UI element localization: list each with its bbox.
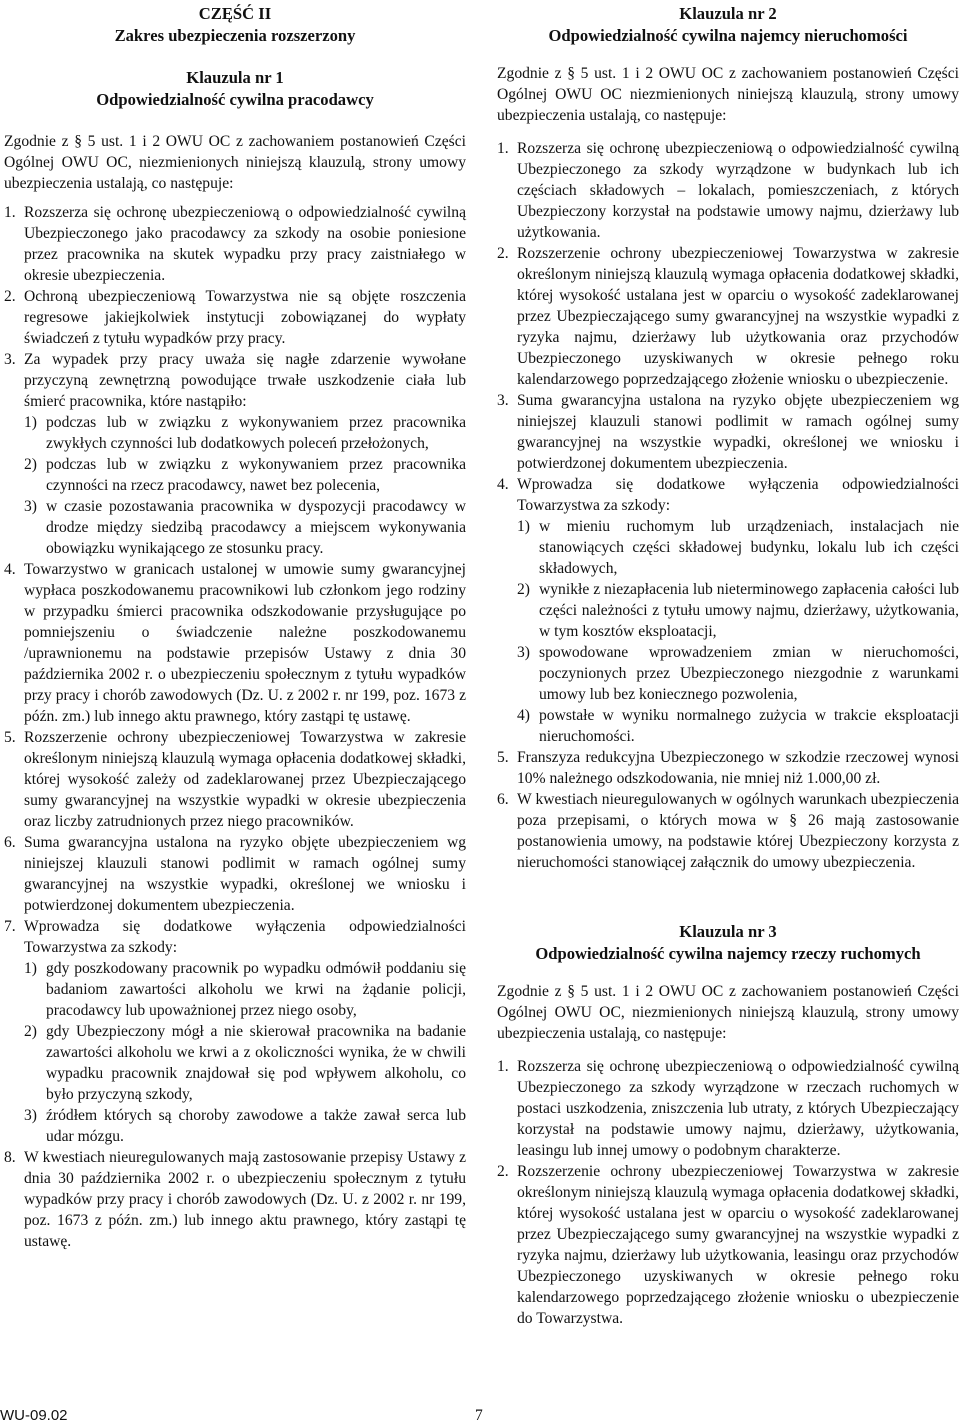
list-item: 6. Suma gwarancyjna ustalona na ryzyko objęte ubezpieczeniem wg niniejszej klauzuli stanowi podlimit w ramach ogólnej sumy gwarancyjnej na wszystkie wypadki, określonej we wniosku i potwierdzonej dokumentem ubezpieczenia. (4, 834, 466, 914)
part-subtitle: Zakres ubezpieczenia rozszerzony (114, 26, 356, 45)
clause2-heading (497, 3, 959, 47)
right-column (497, 0, 959, 1329)
clause3-list (497, 1056, 959, 1329)
part-title: CZĘŚĆ II (198, 4, 272, 23)
sub-list-item: 1) podczas lub w związku z wykonywaniem przez pracownika zwykłych czynności lub dodatkowych poleceń przełożonych, (24, 414, 466, 452)
clause1-subtitle: Odpowiedzialność cywilna pracodawcy (96, 90, 374, 109)
clause2-intro: Zgodnie z § 5 ust. 1 i 2 OWU OC z zachowaniem postanowień Części Ogólnej OWU OC niezmienionych niniejszą klauzulą, strony umowy ubezpieczenia ustalają, co następuje: (497, 65, 959, 124)
list-item: 3. Za wypadek przy pracy uważa się nagłe zdarzenie wywołane przyczyną zewnętrzną powodujące trwałe uszkodzenie ciała lub śmierć pracownika, które nastąpiło: (4, 351, 466, 410)
clause2-list (497, 138, 959, 873)
sub-list-item: 3) źródłem których są choroby zawodowe a także zawał serca lub udar mózgu. (24, 1107, 466, 1145)
sub-list-item: 3) spowodowane wprowadzeniem zmian w nieruchomości, poczynionych przez Ubezpieczonego niezgodnie z warunkami umowy lub bez koniecznego pozwolenia, (517, 644, 959, 703)
sub-list-item: 3) w czasie pozostawania pracownika w dyspozycji pracodawcy w drodze między siedzibą pracodawcy a miejscem wykonywania obowiązku wynikającego ze stosunku pracy. (24, 498, 466, 557)
clause3-subtitle: Odpowiedzialność cywilna najemcy rzeczy ruchomych (535, 944, 921, 963)
list-item: 6. W kwestiach nieuregulowanych w ogólnych warunkach ubezpieczenia poza przepisami, o których mowa w § 26 mają zastosowanie postanowienia umowy, na podstawie której Ubezpieczony korzysta z nieruchomości stanowiącej załącznik do umowy ubezpieczenia. (497, 791, 959, 871)
sub-list-item: 4) powstałe w wyniku normalnego zużycia w trakcie eksploatacji nieruchomości. (517, 707, 959, 745)
list-item: 2. Rozszerzenie ochrony ubezpieczeniowej Towarzystwa w zakresie określonym niniejszą klauzulą wymaga opłacenia dodatkowej składki, której wysokość ustalana jest w oparciu o wysokość zadeklarowanej przez Ubezpieczającego sumy gwarancyjnej na wszystkie wypadki z ryzyka najmu, dzierżawy lub użytkowania oraz przychodów Ubezpieczonego uzyskiwanych w okresie pełnego roku kalendarzowego poprzedzającego złożenie wniosku o ubezpieczenie. (497, 245, 959, 388)
list-item: 1. Rozszerza się ochronę ubezpieczeniową o odpowiedzialność cywilną Ubezpieczonego jako pracodawcy za szkody na osobie poniesione przez pracownika na skutek wypadku przy pracy zaistniałego w okresie ubezpieczenia. (4, 204, 466, 284)
list-item: 2. Rozszerzenie ochrony ubezpieczeniowej Towarzystwa w zakresie określonym niniejszą klauzulą wymaga opłacenia dodatkowej składki, której wysokość ustalana jest w oparciu o wysokość zadeklarowanej przez Ubezpieczającego sumy gwarancyjnej na wszystkie wypadki z ryzyka najmu, dzierżawy lub użytkowania, leasingu oraz przychodów Ubezpieczonego uzyskiwanych w okresie pełnego roku kalendarzowego poprzedzającego złożenie wniosku o ubezpieczenie do Towarzystwa. (497, 1163, 959, 1327)
clause1-heading (4, 67, 466, 111)
sub-list-item: 1) w mieniu ruchomym lub urządzeniach, instalacjach nie stanowiących części składowej budynku, lokalu lub ich części składowych, (517, 518, 959, 577)
document-code: WU-09.02 (0, 1407, 68, 1424)
part-heading (4, 3, 466, 47)
list-item: 7. Wprowadza się dodatkowe wyłączenia odpowiedzialności Towarzystwa za szkody: (4, 918, 466, 956)
list-item: 1. Rozszerza się ochronę ubezpieczeniową o odpowiedzialność cywilną Ubezpieczonego za szkody wyrządzone w rzeczach ruchomych w postaci uszkodzenia, zniszczenia lub utraty, z których Ubezpieczający korzystał na podstawie umowy najmu, dzierżawy, użytkowania, leasingu lub innej umowy o podobnym charakterze. (497, 1058, 959, 1159)
clause1-list (4, 202, 466, 1252)
list-item: 4. Wprowadza się dodatkowe wyłączenia odpowiedzialności Towarzystwa za szkody: (497, 476, 959, 514)
sub-list-item: 2) wynikłe z niezapłacenia lub nieterminowego zapłacenia całości lub części należności z tytułu umowy najmu, dzierżawy, użytkowania, w tym kosztów eksploatacji, (517, 581, 959, 640)
clause2-subtitle: Odpowiedzialność cywilna najemcy nieruchomości (548, 26, 908, 45)
page-number: 7 (475, 1407, 483, 1424)
list-item: 5. Rozszerzenie ochrony ubezpieczeniowej Towarzystwa w zakresie określonym niniejszą klauzulą wymaga opłacenia dodatkowej składki, której wysokość zależy od zadeklarowanej przez Ubezpieczającego sumy gwarancyjnej na wszystkie wypadki w okresie ubezpieczenia oraz liczby zatrudnionych przez niego pracowników. (4, 729, 466, 830)
list-item: 3. Suma gwarancyjna ustalona na ryzyko objęte ubezpieczeniem wg niniejszej klauzuli stanowi podlimit w ramach ogólnej sumy gwarancyjnej na wszystkie wypadki, określonej we wniosku i potwierdzonej dokumentem ubezpieczenia. (497, 392, 959, 472)
clause3-title: Klauzula nr 3 (679, 922, 777, 941)
clause2-title: Klauzula nr 2 (679, 4, 777, 23)
clause3-heading (497, 921, 959, 965)
clause3-intro: Zgodnie z § 5 ust. 1 i 2 OWU OC z zachowaniem postanowień Części Ogólnej OWU OC, niezmienionych niniejszą klauzulą, strony umowy ubezpieczenia ustalają, co następuje: (497, 983, 959, 1042)
list-item: 5. Franszyza redukcyjna Ubezpieczonego w szkodzie rzeczowej wynosi 10% należnego odszkodowania, nie mniej niż 1.000,00 zł. (497, 749, 959, 787)
clause1-title: Klauzula nr 1 (186, 68, 284, 87)
sub-list-item: 1) gdy poszkodowany pracownik po wypadku odmówił poddaniu się badaniom zawartości alkoholu we krwi na żądanie policji, pracodawcy lub upoważnionej przez niego osoby, (24, 960, 466, 1019)
sub-list-item: 2) podczas lub w związku z wykonywaniem przez pracownika czynności na rzecz pracodawcy, nawet bez polecenia, (24, 456, 466, 494)
list-item: 2. Ochroną ubezpieczeniową Towarzystwa nie są objęte roszczenia regresowe jakiejkolwiek instytucji zobowiązanej do wypłaty świadczeń z tytułu wypadków przy pracy. (4, 288, 466, 347)
left-column (4, 0, 466, 1252)
sub-list-item: 2) gdy Ubezpieczony mógł a nie skierował pracownika na badanie zawartości alkoholu we krwi a z okoliczności wynika, że w chwili wypadku pracownik znajdował się pod wpływem alkoholu, co było przyczyną szkody, (24, 1023, 466, 1103)
list-item: 8. W kwestiach nieuregulowanych mają zastosowanie przepisy Ustawy z dnia 30 października 2002 r. o ubezpieczeniu społecznym z tytułu wypadków przy pracy i chorób zawodowych (Dz. U. z 2002 r. nr 199, poz. 1673 z późn. zm.) lub innego aktu prawnego, który zastąpi tę ustawę. (4, 1149, 466, 1250)
clause1-intro: Zgodnie z § 5 ust. 1 i 2 OWU OC z zachowaniem postanowień Części Ogólnej OWU OC, niezmienionych niniejszą klauzulą, strony umowy ubezpieczenia ustalają, co następuje: (4, 133, 466, 192)
list-item: 1. Rozszerza się ochronę ubezpieczeniową o odpowiedzialność cywilną Ubezpieczonego za szkody wyrządzone w budynkach lub ich częściach składowych – lokalach, pomieszczeniach, z których Ubezpieczony korzystał na podstawie umowy najmu, dzierżawy lub użytkowania. (497, 140, 959, 241)
list-item: 4. Towarzystwo w granicach ustalonej w umowie sumy gwarancyjnej wypłaca poszkodowanemu pracownikowi lub członkom jego rodziny w przypadku śmierci pracownika odszkodowanie przysługujące po pomniejszeniu o świadczenie należne poszkodowanemu /uprawnionemu na podstawie przepisów Ustawy z dnia 30 października 2002 r. o ubezpieczeniu społecznym z tytułu wypadków przy pracy i chorób zawodowych (Dz. U. z 2002 r. nr 199, poz. 1673 z późn. zm.) lub innego aktu prawnego, który zastąpi tę ustawę. (4, 561, 466, 725)
